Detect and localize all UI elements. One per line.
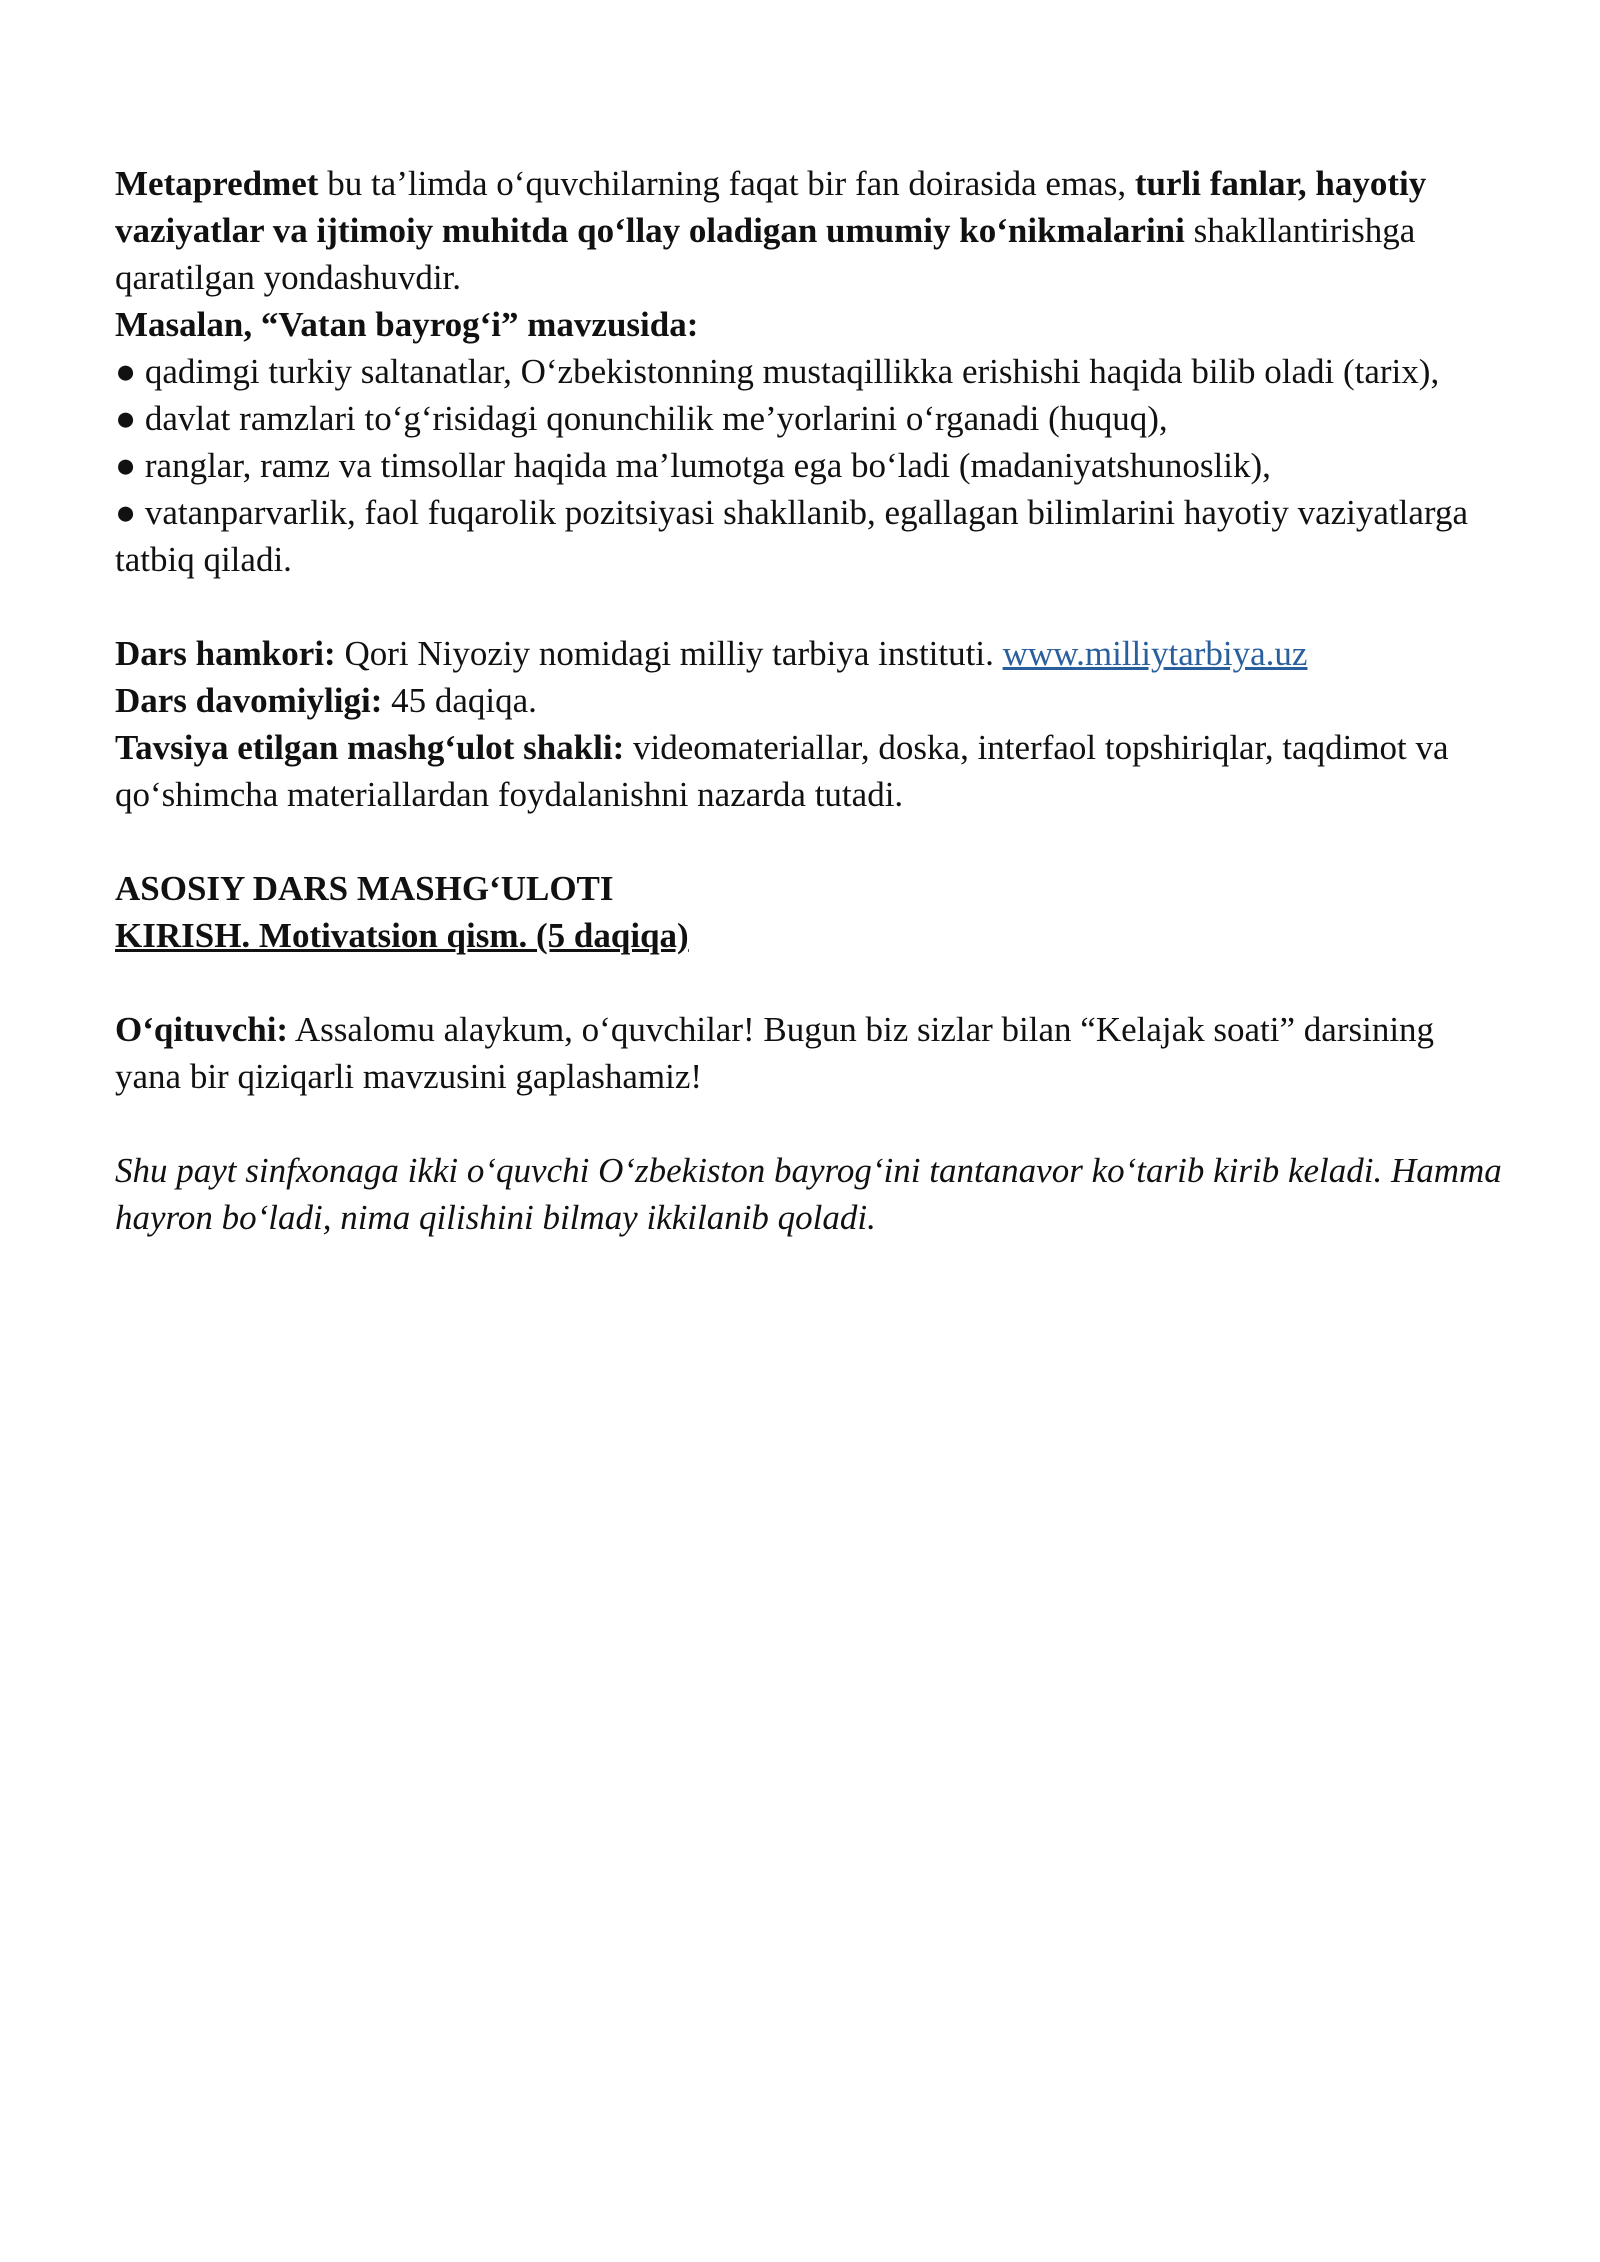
dialogue-text: Assalomu alaykum, o‘quvchilar! Bugun biz sizlar bilan “Kelajak soati” darsining yana bir qiziqarli mavzusini gaplashamiz! [115,1010,1435,1096]
bullet-item: ● vatanparvarlik, faol fuqarolik pozitsiyasi shakllanib, egallagan bilimlarini hayotiy vaziyatlarga tatbiq qiladi. [115,493,1468,579]
intro-bold-phrase: turli fanlar, hayotiy vaziyatlar va ijtimoiy muhitda qo‘llay oladigan umumiy ko‘nikmalarini [115,164,1427,250]
format-line [115,724,1505,818]
document-page [115,160,1505,1241]
intro-text-2: shakllantirishga qaratilgan yondashuvdir. [115,211,1416,297]
intro-term: Metapredmet [115,164,319,203]
partner-text: Qori Niyoziy nomidagi milliy tarbiya instituti. [335,634,1003,673]
section-subtitle: KIRISH. Motivatsion qism. (5 daqiqa) [115,916,689,955]
intro-paragraph [115,160,1505,301]
duration-text: 45 daqiqa. [382,681,537,720]
duration-line [115,677,1505,724]
format-label: Tavsiya etilgan mashg‘ulot shakli: [115,728,625,767]
format-text: videomateriallar, doska, interfaol topshiriqlar, taqdimot va qo‘shimcha materiallardan foydalanishni nazarda tutadi. [115,728,1449,814]
bullet-item: ● ranglar, ramz va timsollar haqida ma’lumotga ega bo‘ladi (madaniyatshunoslik), [115,446,1271,485]
intro-text-1: bu ta’limda o‘quvchilarning faqat bir fan doirasida emas, [318,164,1135,203]
partner-line [115,630,1505,677]
duration-label: Dars davomiyligi: [115,681,383,720]
partner-label: Dars hamkori: [115,634,336,673]
partner-link[interactable]: www.milliytarbiya.uz [1002,634,1308,673]
dialogue-speaker: O‘qituvchi: [115,1010,289,1049]
stage-direction: Shu payt sinfxonaga ikki o‘quvchi O‘zbekiston bayrog‘ini tantanavor ko‘tarib kirib keladi. Hamma hayron bo‘ladi, nima qilishini bilmay ikkilanib qoladi. [115,1151,1502,1237]
section-title: ASOSIY DARS MASHG‘ULOTI [115,869,614,908]
dialogue-paragraph [115,1006,1505,1100]
bullet-item: ● qadimgi turkiy saltanatlar, O‘zbekistonning mustaqillikka erishishi haqida bilib oladi (tarix), [115,352,1440,391]
example-heading: Masalan, “Vatan bayrog‘i” mavzusida: [115,305,699,344]
bullet-item: ● davlat ramzlari to‘g‘risidagi qonunchilik me’yorlarini o‘rganadi (huquq), [115,399,1168,438]
